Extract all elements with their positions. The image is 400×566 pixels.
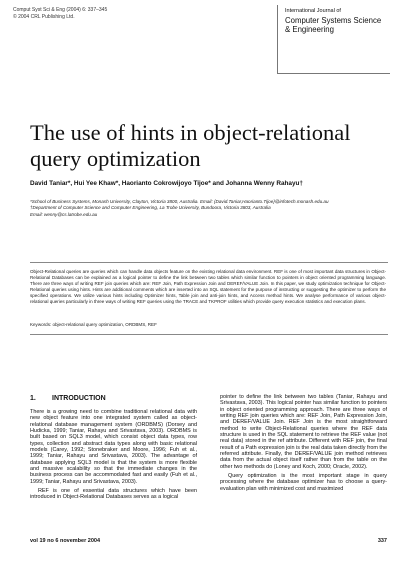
right-column [220, 394, 387, 495]
abstract-top-rule [30, 262, 388, 263]
intro-paragraph-4: Query optimization is the most important stage in query processing where the database optimizer has to choose a query-evaluation plan with minimized cost and maximized [220, 473, 387, 492]
section-heading [30, 395, 106, 402]
affiliation-latrobe: †Department of Computer Science and Computer Engineering, La Trobe University, Bundoora, Victoria 3803, Australia [30, 205, 271, 211]
intro-paragraph-1: There is a growing need to combine traditional relational data with new object feature into one integrated system called as object-relational database management system (ORDBMS) (Dorsey and Hudicka, 1999; Taniar, Rahayu and Srivastava, 2003). ORDBMS is built based on SQL3 model, which consist object data types, row types, collection and abstract data types along with basic relational models (Carey, 1992; Stonebraker and Moore, 1996; Fuh et al., 1999; Taniar, Rahayu and Srivastava, 2003). The advantage of database applying SQL3 model is that the system is more flexible and massive scalability so that the immediate changes in the business process can be accommodated fast and easily (Fuh et al., 1999; Taniar, Rahayu and Srivastava, 2003). [30, 409, 197, 485]
abstract: Object-Relational queries are queries which can handle data objects feature on the existing relational data environment. REF is one of most important data structures in Object-Relational Databases can be explained as a logical pointer to define the link between two tables which similar function to pointers in object oriented programming language. There are three ways of writing REF join queries which are: REF Join, Path Expression Join and DEREF/VALUE Join. In this paper, we study optimization technique for Object-Relational queries using hints. Hints are additional comments which are inserted into an SQL statement for the purpose of instructing or suggesting the optimizer to perform the specified operations. We utilize various hints including Optimizer hints, Table join and anti-join hints, and Access method hints. We analyse performance of various object-relational queries particularly in three ways of writing REF queries using the TRACE and TKPROF utilities which provide query execution statistics and execution plans. [30, 269, 386, 305]
section-title: INTRODUCTION [52, 395, 106, 402]
abstract-bottom-rule [30, 334, 388, 335]
keywords: Keywords: object-relational query optimization, ORDBMS, REF [30, 322, 157, 327]
citation-block [13, 7, 107, 20]
affiliation-monash: *School of Business Systems, Monash University, Clayton, Victoria 3800, Australia. Email: {David.Taniar,Haorianto.Tijoe}@infotech.monash.edu.au [30, 199, 329, 204]
author-list: David Taniar*, Hui Yee Khaw*, Haorianto Cokrowijoyo Tijoe* and Johanna Wenny Rahayu† [30, 180, 303, 187]
journal-name: Computer Systems Science & Engineering [285, 16, 382, 34]
footer-issue: vol 19 no 6 november 2004 [30, 538, 101, 544]
section-number: 1. [30, 395, 36, 402]
intro-paragraph-3: pointer to define the link between two tables (Taniar, Rahayu and Srivastava, 2003). This logical pointer has similar function to pointers in object oriented programming approach. There are three ways of writing REF join queries which are: REF Join, Path Expression Join, and DEREF/VALUE Join. REF Join is the most straightforward method to write Object-Relational queries where the REF data structure is used in the SQL statement to retrieve the REF value (not real data) stored in the ref attribute. Different with REF join, the final result of a Path expression join is the real data taken directly from the referred attribute. Finally, the DEREF/VALUE join method retrieves data from the actual object itself rather than from the table on the other two methods do (Loney and Koch, 2000; Oracle, 2002). [220, 394, 387, 470]
intro-paragraph-2: REF is one of essential data structures which have been introduced in Object-Relational Databases serves as a logical [30, 488, 197, 501]
left-column [30, 409, 197, 504]
journal-label: International Journal of [285, 8, 341, 14]
paper-title: The use of hints in object-relational query optimization [30, 120, 351, 171]
footer-page-number: 337 [377, 538, 387, 544]
affiliation-email: Email: wenny@cs.latrobe.edu.au [30, 211, 98, 217]
citation-line: Comput Syst Sci & Eng (2004) 6: 337–345 [13, 7, 108, 13]
copyright-line: © 2004 CRL Publishing Ltd. [13, 13, 75, 20]
affiliations [30, 199, 390, 218]
